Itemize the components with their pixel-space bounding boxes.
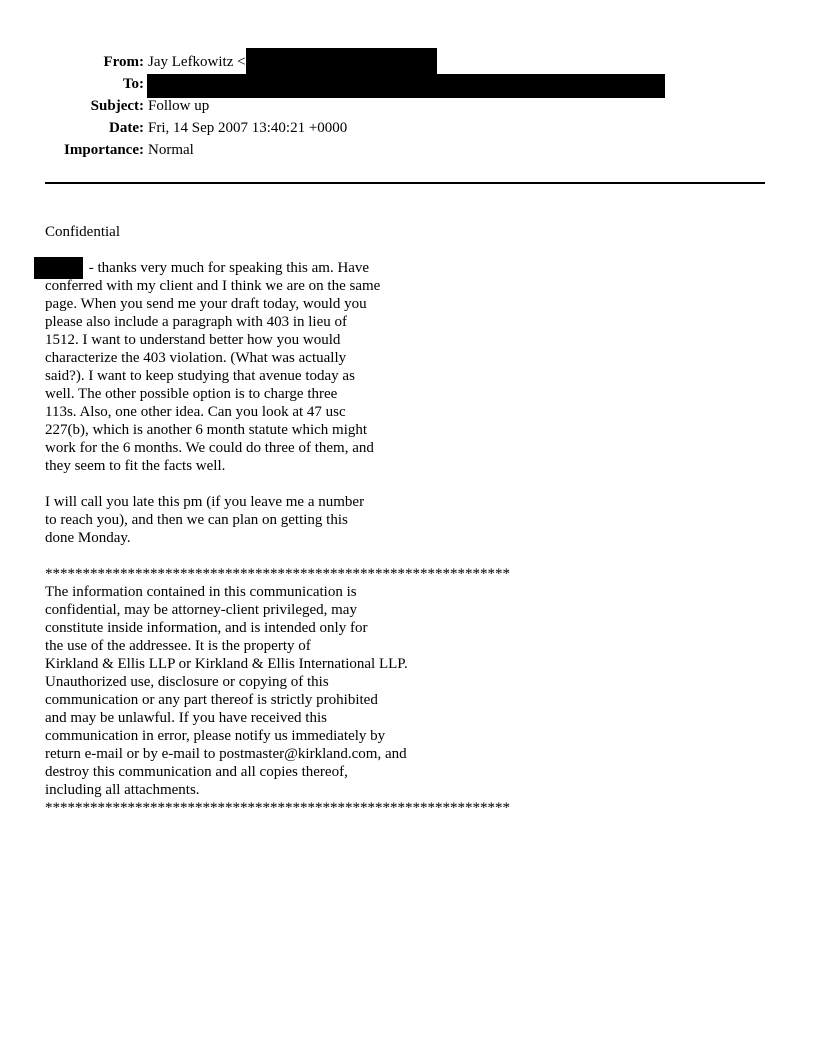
body-paragraph-2: I will call you late this pm (if you leave me a number to reach you), and then we can plan on getting this done Monday. (45, 494, 365, 546)
subject-value: Follow up (148, 98, 210, 114)
importance-row (0, 139, 816, 161)
subject-row (0, 95, 816, 117)
body-paragraph-1: conferred with my client and I think we are on the same page. When you send me your draft today, would you please also include a paragraph with 403 in lieu of 1512. I want to understand better how you would characterize the 403 violation. (What was actually said?). I want to keep studying that avenue today as well. The other possible option is to charge three 113s. Also, one other idea. Can you look at 47 usc 227(b), which is another 6 month statute which might work for the 6 months. We could do three of them, and they seem to fit the facts well. (45, 278, 381, 474)
from-value: Jay Lefkowitz < (148, 54, 246, 70)
disclaimer-stars-top: ************************************************************** (45, 566, 510, 582)
from-label: From: (103, 54, 144, 70)
body-paragraph-1-first-line: - thanks very much for speaking this am. Have (85, 260, 370, 276)
date-value: Fri, 14 Sep 2007 13:40:21 +0000 (148, 120, 348, 136)
disclaimer-text: The information contained in this communication is confidential, may be attorney-client privileged, may constitute inside information, and is intended only for the use of the addressee. It is the property of Kirkland & Ellis LLP or Kirkland & Ellis International LLP. Unauthorized use, disclosure or copying of this communication or any part thereof is strictly prohibited and may be unlawful. If you have received this communication in error, please notify us immediately by return e-mail or by e-mail to postmaster@kirkland.com, and destroy this communication and all copies thereof, including all attachments. (45, 584, 408, 798)
recipient-name-redaction (34, 257, 83, 279)
email-header (0, 51, 816, 161)
to-label: To: (122, 76, 144, 92)
confidential-label: Confidential (45, 224, 120, 240)
date-row (0, 117, 816, 139)
from-row (0, 51, 816, 73)
to-row (0, 73, 816, 95)
disclaimer-stars-bottom: ************************************************************** (45, 800, 510, 816)
date-label: Date: (109, 120, 144, 136)
importance-value: Normal (148, 142, 194, 158)
importance-label: Importance: (64, 142, 144, 158)
subject-label: Subject: (90, 98, 144, 114)
header-divider (45, 182, 765, 184)
from-redaction-block (246, 48, 437, 74)
